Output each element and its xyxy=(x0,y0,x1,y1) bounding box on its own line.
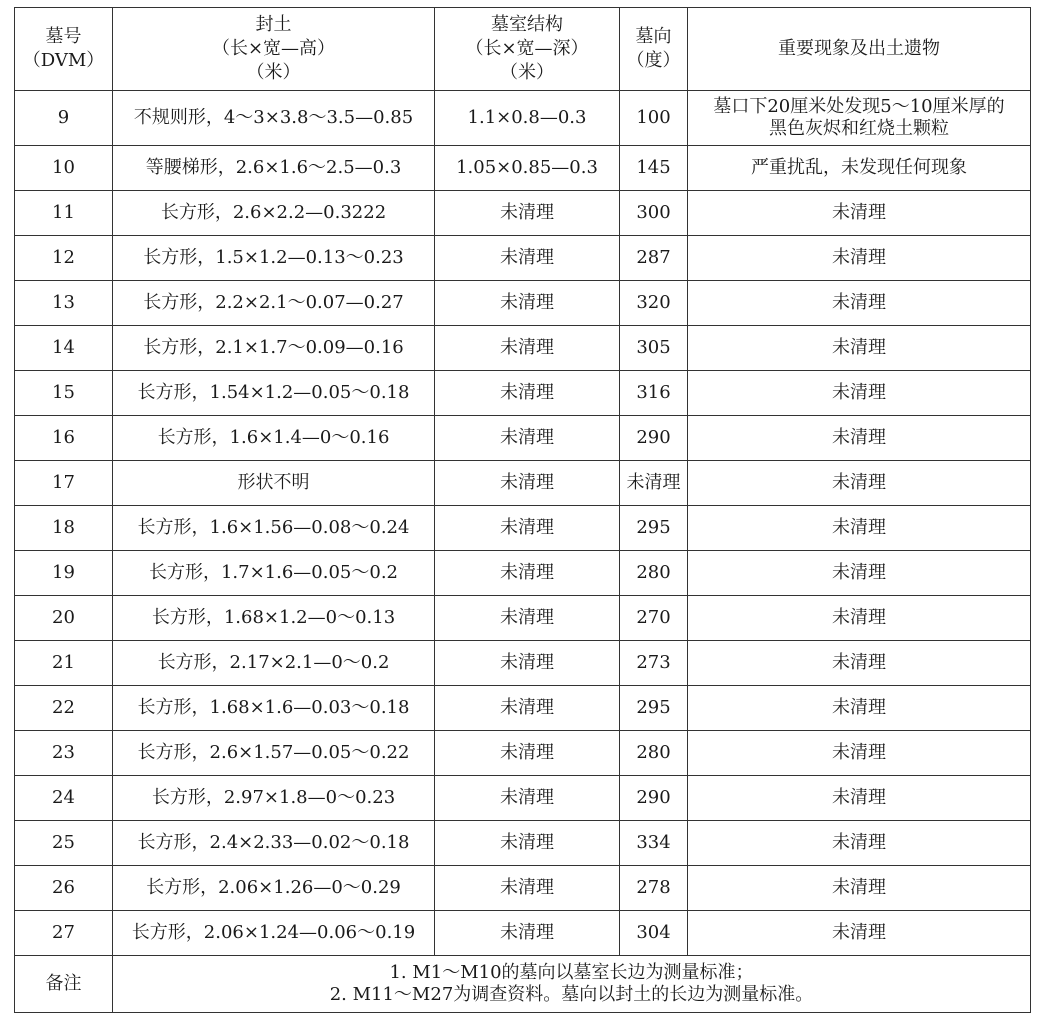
cell-mound: 长方形，2.4×2.33—0.02～0.18 xyxy=(113,821,435,866)
cell-mound: 长方形，1.5×1.2—0.13～0.23 xyxy=(113,236,435,281)
cell-tomb-no: 21 xyxy=(15,641,113,686)
cell-mound: 形状不明 xyxy=(113,461,435,506)
header-chamber-line1: 墓室结构 xyxy=(491,14,563,35)
header-chamber xyxy=(435,8,620,91)
cell-mound: 长方形，2.6×2.2—0.3222 xyxy=(113,191,435,236)
cell-direction: 304 xyxy=(620,911,688,956)
header-mound-line2: （长×宽—高） xyxy=(211,38,336,59)
cell-phenomena: 未清理 xyxy=(688,191,1031,236)
cell-phenomena: 未清理 xyxy=(688,686,1031,731)
header-chamber-line3: （米） xyxy=(500,62,554,83)
cell-chamber: 1.1×0.8—0.3 xyxy=(435,91,620,146)
header-tomb-no-line1: 墓号 xyxy=(45,26,82,47)
cell-phenomena: 未清理 xyxy=(688,416,1031,461)
table-row xyxy=(15,191,1031,236)
cell-chamber: 未清理 xyxy=(435,371,620,416)
cell-direction: 320 xyxy=(620,281,688,326)
cell-direction: 145 xyxy=(620,146,688,191)
table-row xyxy=(15,461,1031,506)
cell-mound: 长方形，1.7×1.6—0.05～0.2 xyxy=(113,551,435,596)
cell-phenomena-line1: 墓口下20厘米处发现5～10厘米厚的 xyxy=(713,96,1005,117)
header-direction-line1: 墓向 xyxy=(635,26,672,47)
table-row xyxy=(15,866,1031,911)
cell-mound: 长方形，2.1×1.7～0.09—0.16 xyxy=(113,326,435,371)
cell-phenomena: 未清理 xyxy=(688,236,1031,281)
cell-tomb-no: 20 xyxy=(15,596,113,641)
cell-mound: 长方形，1.54×1.2—0.05～0.18 xyxy=(113,371,435,416)
cell-phenomena: 未清理 xyxy=(688,281,1031,326)
cell-chamber: 未清理 xyxy=(435,686,620,731)
cell-phenomena: 未清理 xyxy=(688,731,1031,776)
cell-chamber: 未清理 xyxy=(435,236,620,281)
cell-mound: 长方形，1.68×1.2—0～0.13 xyxy=(113,596,435,641)
cell-chamber: 未清理 xyxy=(435,731,620,776)
cell-phenomena: 未清理 xyxy=(688,821,1031,866)
cell-mound: 长方形，1.6×1.56—0.08～0.24 xyxy=(113,506,435,551)
cell-phenomena: 未清理 xyxy=(688,461,1031,506)
cell-phenomena: 未清理 xyxy=(688,326,1031,371)
table-row xyxy=(15,776,1031,821)
table-row xyxy=(15,236,1031,281)
cell-chamber: 未清理 xyxy=(435,776,620,821)
cell-mound: 长方形，2.06×1.24—0.06～0.19 xyxy=(113,911,435,956)
cell-mound: 长方形，2.06×1.26—0～0.29 xyxy=(113,866,435,911)
notes-row xyxy=(15,956,1031,1013)
cell-direction: 100 xyxy=(620,91,688,146)
cell-phenomena: 未清理 xyxy=(688,371,1031,416)
table-row xyxy=(15,91,1031,146)
cell-phenomena: 未清理 xyxy=(688,506,1031,551)
cell-chamber: 未清理 xyxy=(435,551,620,596)
cell-direction: 316 xyxy=(620,371,688,416)
cell-phenomena: 未清理 xyxy=(688,641,1031,686)
cell-tomb-no: 11 xyxy=(15,191,113,236)
table-row xyxy=(15,641,1031,686)
cell-direction: 300 xyxy=(620,191,688,236)
table-row xyxy=(15,686,1031,731)
cell-chamber: 未清理 xyxy=(435,911,620,956)
cell-tomb-no: 9 xyxy=(15,91,113,146)
cell-chamber: 未清理 xyxy=(435,506,620,551)
cell-tomb-no: 15 xyxy=(15,371,113,416)
cell-mound: 长方形，1.68×1.6—0.03～0.18 xyxy=(113,686,435,731)
cell-tomb-no: 19 xyxy=(15,551,113,596)
cell-chamber: 未清理 xyxy=(435,191,620,236)
cell-direction: 270 xyxy=(620,596,688,641)
cell-tomb-no: 25 xyxy=(15,821,113,866)
table-row xyxy=(15,911,1031,956)
header-mound-line3: （米） xyxy=(246,62,301,83)
cell-direction: 未清理 xyxy=(620,461,688,506)
header-row xyxy=(15,8,1031,91)
cell-tomb-no: 13 xyxy=(15,281,113,326)
table-row xyxy=(15,281,1031,326)
table-row xyxy=(15,596,1031,641)
notes-label: 备注 xyxy=(15,956,113,1013)
header-direction xyxy=(620,8,688,91)
cell-phenomena: 未清理 xyxy=(688,911,1031,956)
cell-phenomena: 严重扰乱，未发现任何现象 xyxy=(688,146,1031,191)
cell-direction: 273 xyxy=(620,641,688,686)
cell-chamber: 1.05×0.85—0.3 xyxy=(435,146,620,191)
table-row xyxy=(15,506,1031,551)
cell-phenomena: 未清理 xyxy=(688,596,1031,641)
tomb-table xyxy=(14,7,1031,1013)
cell-tomb-no: 12 xyxy=(15,236,113,281)
cell-chamber: 未清理 xyxy=(435,866,620,911)
cell-tomb-no: 16 xyxy=(15,416,113,461)
table-row xyxy=(15,551,1031,596)
cell-phenomena: 未清理 xyxy=(688,776,1031,821)
cell-tomb-no: 18 xyxy=(15,506,113,551)
cell-direction: 280 xyxy=(620,551,688,596)
cell-chamber: 未清理 xyxy=(435,326,620,371)
cell-phenomena xyxy=(688,91,1031,146)
notes-line-2: 2. M11～M27为调查资料。墓向以封土的长边为测量标准。 xyxy=(329,984,814,1005)
cell-tomb-no: 22 xyxy=(15,686,113,731)
cell-direction: 334 xyxy=(620,821,688,866)
header-tomb-no xyxy=(15,8,113,91)
cell-mound: 长方形，2.6×1.57—0.05～0.22 xyxy=(113,731,435,776)
cell-tomb-no: 23 xyxy=(15,731,113,776)
table-row xyxy=(15,146,1031,191)
cell-direction: 280 xyxy=(620,731,688,776)
cell-mound: 不规则形，4～3×3.8～3.5—0.85 xyxy=(113,91,435,146)
table-row xyxy=(15,416,1031,461)
table-row xyxy=(15,731,1031,776)
header-direction-line2: （度） xyxy=(626,50,681,71)
cell-chamber: 未清理 xyxy=(435,596,620,641)
cell-direction: 295 xyxy=(620,686,688,731)
cell-phenomena: 未清理 xyxy=(688,551,1031,596)
cell-phenomena: 未清理 xyxy=(688,866,1031,911)
cell-direction: 287 xyxy=(620,236,688,281)
header-tomb-no-line2: （DVM） xyxy=(22,50,105,71)
cell-tomb-no: 27 xyxy=(15,911,113,956)
cell-tomb-no: 10 xyxy=(15,146,113,191)
header-mound xyxy=(113,8,435,91)
cell-mound: 等腰梯形，2.6×1.6～2.5—0.3 xyxy=(113,146,435,191)
header-mound-line1: 封土 xyxy=(255,14,292,35)
cell-tomb-no: 24 xyxy=(15,776,113,821)
cell-phenomena-line2: 黑色灰烬和红烧土颗粒 xyxy=(769,118,949,139)
cell-tomb-no: 26 xyxy=(15,866,113,911)
cell-mound: 长方形，1.6×1.4—0～0.16 xyxy=(113,416,435,461)
notes-line-1: 1. M1～M10的墓向以墓室长边为测量标准； xyxy=(389,962,754,983)
table-row xyxy=(15,326,1031,371)
cell-chamber: 未清理 xyxy=(435,281,620,326)
notes-content xyxy=(113,956,1031,1013)
table-row xyxy=(15,821,1031,866)
cell-chamber: 未清理 xyxy=(435,416,620,461)
cell-tomb-no: 14 xyxy=(15,326,113,371)
cell-mound: 长方形，2.17×2.1—0～0.2 xyxy=(113,641,435,686)
cell-mound: 长方形，2.97×1.8—0～0.23 xyxy=(113,776,435,821)
header-chamber-line2: （长×宽—深） xyxy=(465,38,589,59)
cell-direction: 290 xyxy=(620,416,688,461)
cell-mound: 长方形，2.2×2.1～0.07—0.27 xyxy=(113,281,435,326)
table-row xyxy=(15,371,1031,416)
cell-chamber: 未清理 xyxy=(435,641,620,686)
cell-direction: 278 xyxy=(620,866,688,911)
cell-direction: 305 xyxy=(620,326,688,371)
cell-direction: 290 xyxy=(620,776,688,821)
cell-chamber: 未清理 xyxy=(435,461,620,506)
cell-direction: 295 xyxy=(620,506,688,551)
cell-chamber: 未清理 xyxy=(435,821,620,866)
header-phenomena: 重要现象及出土遗物 xyxy=(688,8,1031,91)
cell-tomb-no: 17 xyxy=(15,461,113,506)
